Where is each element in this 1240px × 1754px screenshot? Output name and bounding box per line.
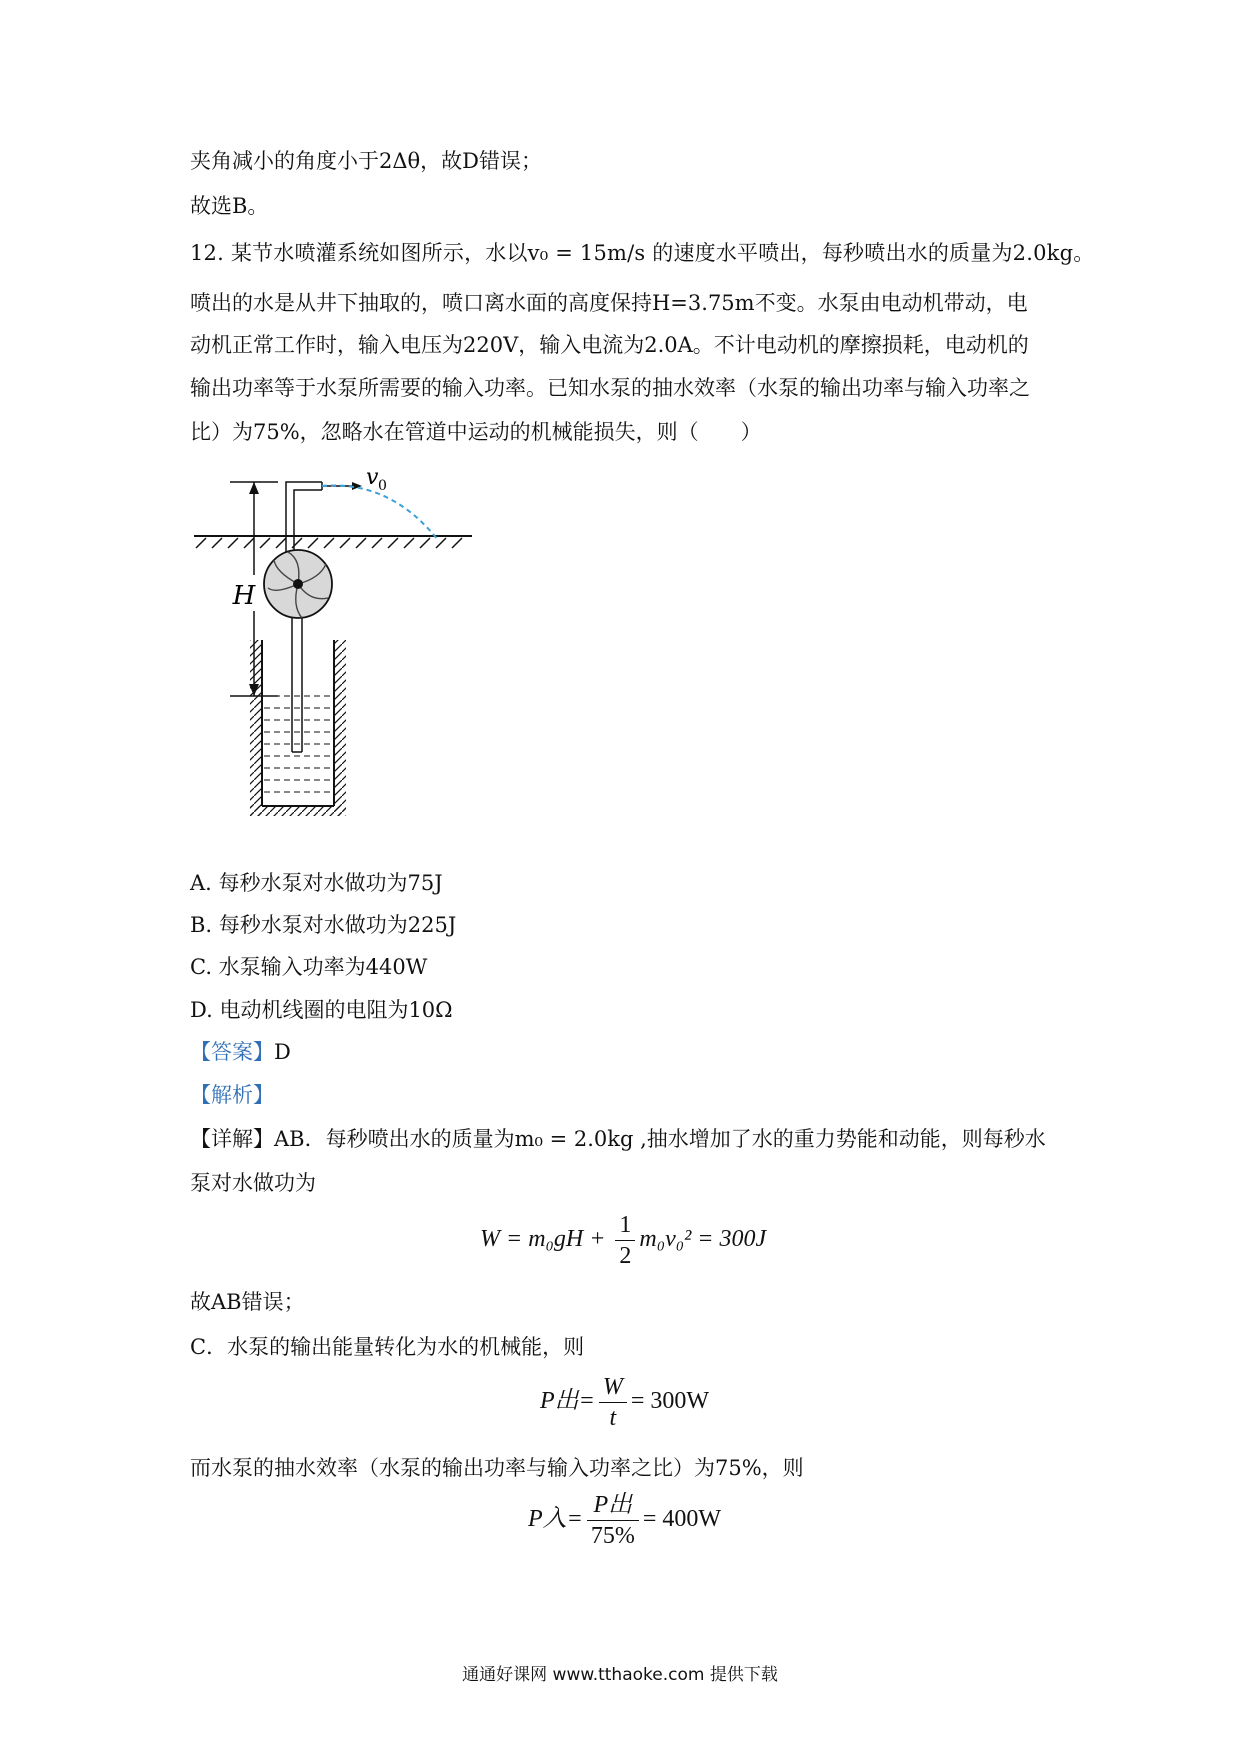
- formula-work: [480, 1210, 766, 1271]
- option-d: D. 电动机线圈的电阻为10Ω: [190, 998, 453, 1022]
- fraction-numerator: P出: [587, 1490, 639, 1521]
- detail-text: 故AB错误；: [190, 1290, 305, 1314]
- formula-lhs: W = m₀gH +: [480, 1226, 612, 1253]
- answer-line: [190, 1037, 291, 1067]
- formula-input-power: [528, 1490, 721, 1551]
- detail-label: 【详解】: [190, 1127, 274, 1151]
- question-12-stem: 喷出的水是从井下抽取的，喷口离水面的高度保持H=3.75m不变。水泵由电动机带动，电: [190, 291, 1028, 315]
- formula-lhs: P出=: [540, 1388, 595, 1415]
- well-water: [264, 696, 332, 792]
- formula-rhs: = 400W: [642, 1506, 722, 1533]
- fraction-denominator: 2: [619, 1243, 632, 1269]
- formula-lhs: P入=: [528, 1506, 583, 1533]
- height-label: H: [232, 581, 256, 611]
- fraction-denominator: t: [609, 1405, 617, 1431]
- question-12-stem: 12. 某节水喷灌系统如图所示，水以v₀ = 15m/s 的速度水平喷出，每秒喷出水的质量为2.0kg。: [190, 241, 1095, 265]
- velocity-label: v: [366, 465, 379, 490]
- fraction-denominator: 75%: [590, 1523, 635, 1549]
- formula-fraction: [615, 1210, 635, 1271]
- option-a: A. 每秒水泵对水做功为75J: [190, 871, 443, 895]
- formula-fraction: [587, 1490, 639, 1551]
- detail-text: 泵对水做功为: [190, 1171, 316, 1195]
- formula-output-power: [540, 1372, 709, 1433]
- question-12-stem: 动机正常工作时，输入电压为220V，输入电流为2.0A。不计电动机的摩擦损耗，电动机的: [190, 333, 1029, 357]
- detail-text: 而水泵的抽水效率（水泵的输出功率与输入功率之比）为75%，则: [190, 1456, 804, 1480]
- text-line: 夹角减小的角度小于2Δθ，故D错误；: [190, 149, 543, 173]
- pump-wheel: [264, 550, 332, 618]
- text-line: 故选B。: [190, 194, 269, 218]
- option-c: C. 水泵输入功率为440W: [190, 955, 428, 979]
- velocity-subscript: 0: [378, 478, 387, 494]
- fraction-numerator: 1: [615, 1210, 635, 1241]
- analysis-label: 【解析】: [190, 1083, 274, 1107]
- page-footer: 通通好课网 www.tthaoke.com 提供下载: [462, 1665, 778, 1685]
- formula-rhs: m₀v₀² = 300J: [639, 1226, 767, 1253]
- ground-hatch: [196, 538, 462, 548]
- answer-label: 【答案】: [190, 1040, 274, 1064]
- question-12-stem: 输出功率等于水泵所需要的输入功率。已知水泵的抽水效率（水泵的输出功率与输入功率之: [190, 376, 1030, 400]
- fraction-numerator: W: [599, 1372, 627, 1403]
- question-12-stem: 比）为75%，忽略水在管道中运动的机械能损失，则（ ）: [190, 420, 762, 444]
- answer-value: D: [274, 1040, 291, 1064]
- water-jet-trajectory: [322, 485, 438, 540]
- formula-rhs: = 300W: [630, 1388, 710, 1415]
- option-b: B. 每秒水泵对水做功为225J: [190, 913, 457, 937]
- detail-text: C．水泵的输出能量转化为水的机械能，则: [190, 1335, 585, 1359]
- pump-diagram: [190, 460, 510, 820]
- formula-fraction: [599, 1372, 627, 1433]
- detail-text: AB．每秒喷出水的质量为m₀ = 2.0kg ,抽水增加了水的重力势能和动能，则每秒水: [274, 1127, 1046, 1151]
- detail-line: [190, 1124, 1046, 1154]
